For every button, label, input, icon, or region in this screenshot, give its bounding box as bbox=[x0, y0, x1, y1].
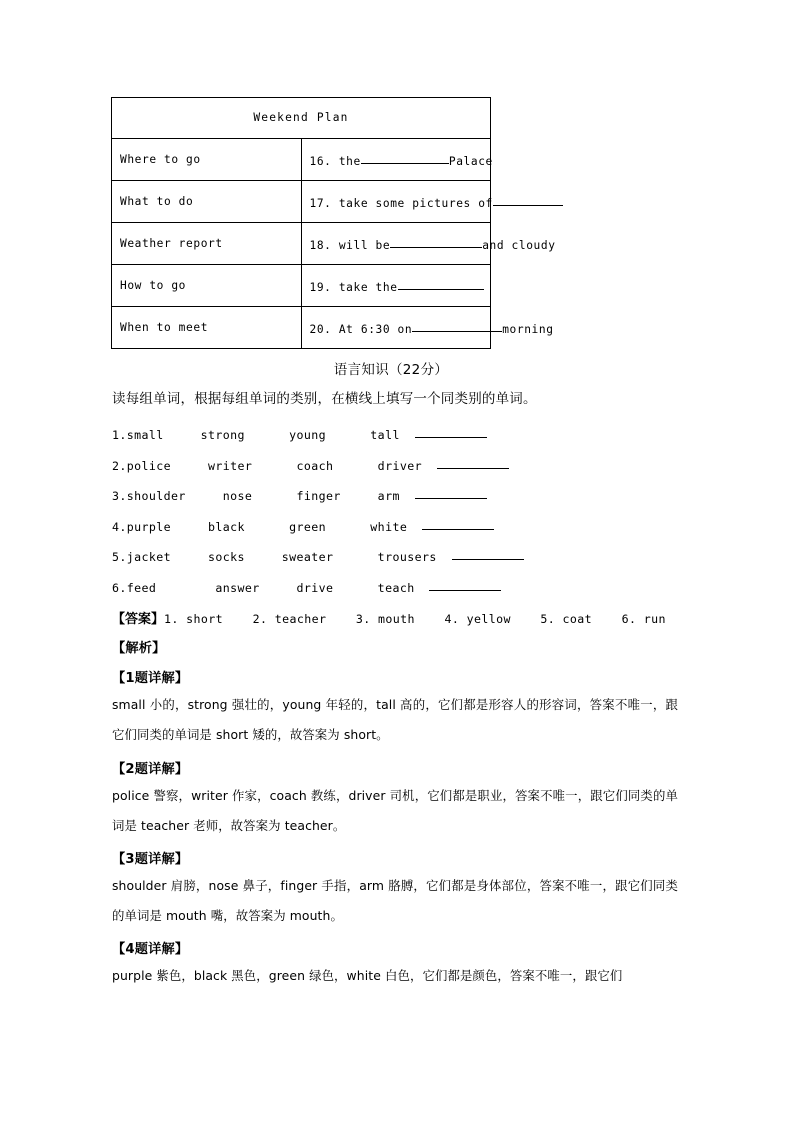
detail-text-2: police 警察，writer 作家，coach 教练，driver 司机，它们都是职业，答案不唯一，跟它们同类的单词是 teacher 老师，故答案为 teacher。 bbox=[112, 788, 678, 833]
question-text-post: Palace bbox=[448, 154, 493, 168]
answer-blank[interactable] bbox=[415, 487, 487, 499]
answer-blank[interactable] bbox=[398, 277, 484, 290]
section-instruction: 读每组单词，根据每组单词的类别，在横线上填写一个同类别的单词。 bbox=[112, 391, 537, 407]
weekend-plan-table-container bbox=[111, 97, 556, 349]
item-number: 5. bbox=[112, 550, 127, 564]
answer-blank[interactable] bbox=[493, 193, 563, 206]
item-words: police writer coach driver bbox=[126, 458, 437, 473]
list-item bbox=[112, 512, 692, 543]
question-number: 19. bbox=[309, 280, 332, 294]
item-words: shoulder nose finger arm bbox=[126, 489, 415, 503]
answer-blank[interactable] bbox=[437, 457, 509, 469]
answer-blank[interactable] bbox=[361, 151, 449, 164]
item-number: 1. bbox=[112, 428, 127, 442]
table-row bbox=[112, 265, 491, 307]
row-content-what-to-do bbox=[301, 181, 491, 223]
question-text-post: and cloudy bbox=[482, 238, 556, 252]
table-title: Weekend Plan bbox=[112, 98, 491, 139]
table-header-row bbox=[112, 98, 491, 139]
list-item bbox=[112, 542, 692, 573]
item-number: 4. bbox=[112, 519, 127, 534]
answer-blank[interactable] bbox=[415, 426, 487, 438]
list-item bbox=[112, 451, 692, 482]
table-row bbox=[112, 223, 491, 265]
analysis-tag: 【解析】 bbox=[112, 641, 166, 656]
detail-text-4: purple 紫色，black 黑色，green 绿色，white 白色，它们都是颜色，答案不唯一，跟它们 bbox=[112, 968, 623, 983]
row-label-when-to-meet: When to meet bbox=[112, 307, 302, 349]
item-words: purple black green white bbox=[126, 519, 422, 534]
row-content-weather-report bbox=[301, 223, 556, 265]
word-group-list bbox=[112, 420, 692, 603]
item-number: 3. bbox=[112, 489, 127, 503]
list-item bbox=[112, 573, 692, 604]
answer-blank[interactable] bbox=[412, 319, 502, 332]
weekend-plan-table bbox=[111, 97, 556, 349]
question-text-post: morning bbox=[502, 322, 554, 336]
detail-tag-3: 【3题详解】 bbox=[112, 852, 189, 867]
question-number: 20. bbox=[309, 322, 332, 336]
question-number: 18. bbox=[309, 238, 332, 252]
answer-line bbox=[112, 608, 692, 627]
row-label-what-to-do: What to do bbox=[112, 181, 302, 223]
detail-tag-1: 【1题详解】 bbox=[112, 671, 189, 686]
row-content-where-to-go bbox=[301, 139, 491, 181]
question-text-pre: take the bbox=[331, 280, 398, 294]
detail-tag-2: 【2题详解】 bbox=[112, 762, 189, 777]
question-text-pre: will be bbox=[331, 238, 391, 252]
question-text-pre: the bbox=[331, 154, 361, 168]
table-row bbox=[112, 139, 491, 181]
question-number: 17. bbox=[309, 196, 332, 210]
item-number: 2. bbox=[112, 458, 127, 473]
question-text-pre: take some pictures of bbox=[331, 196, 493, 210]
answer-blank[interactable] bbox=[422, 518, 494, 530]
detail-text-1: small 小的，strong 强壮的，young 年轻的，tall 高的，它们都是形容人的形容词，答案不唯一，跟它们同类的单词是 short 矮的，故答案为 short。 bbox=[112, 697, 678, 742]
answer-blank[interactable] bbox=[429, 579, 501, 591]
detail-tag-4: 【4题详解】 bbox=[112, 942, 189, 957]
answer-blank[interactable] bbox=[452, 548, 524, 560]
table-row bbox=[112, 307, 491, 349]
row-content-how-to-go bbox=[301, 265, 491, 307]
question-text-pre: At 6:30 on bbox=[331, 322, 413, 336]
item-words: jacket socks sweater trousers bbox=[126, 550, 452, 564]
section-heading: 语言知识（22分） bbox=[333, 362, 449, 378]
item-number: 6. bbox=[112, 580, 127, 595]
answer-values: 1. short 2. teacher 3. mouth 4. yellow 5. coat 6. run bbox=[164, 612, 666, 626]
row-label-where-to-go: Where to go bbox=[112, 139, 302, 181]
question-number: 16. bbox=[309, 154, 332, 168]
row-label-weather-report: Weather report bbox=[112, 223, 302, 265]
table-row bbox=[112, 181, 491, 223]
answer-blank[interactable] bbox=[390, 235, 482, 248]
row-content-when-to-meet bbox=[301, 307, 554, 349]
item-words: small strong young tall bbox=[126, 428, 415, 442]
list-item bbox=[112, 420, 692, 451]
list-item bbox=[112, 481, 692, 512]
detail-text-3: shoulder 肩膀，nose 鼻子，finger 手指，arm 胳膊，它们都是身体部位，答案不唯一，跟它们同类的单词是 mouth 嘴，故答案为 mouth。 bbox=[112, 878, 678, 923]
answer-tag: 【答案】 bbox=[112, 612, 165, 627]
row-label-how-to-go: How to go bbox=[112, 265, 302, 307]
item-words: feed answer drive teach bbox=[126, 580, 430, 595]
